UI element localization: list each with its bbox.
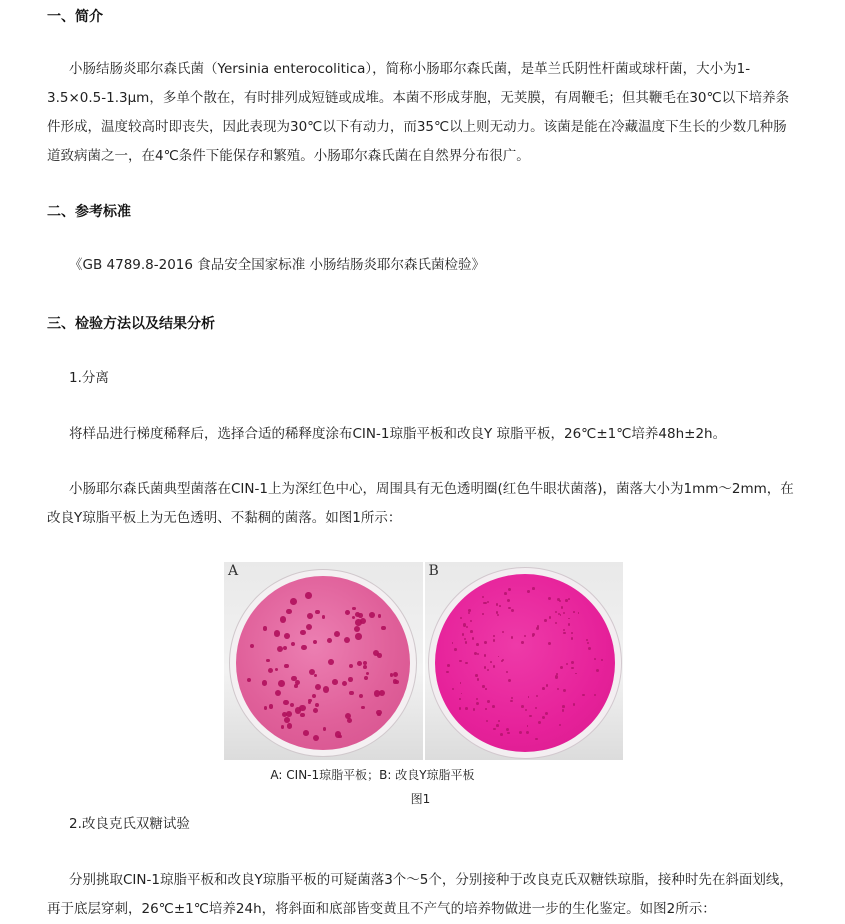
bacterial-colony: [470, 620, 472, 622]
bacterial-colony: [287, 723, 293, 729]
figure-panel-a: [224, 562, 423, 760]
bacterial-colony: [348, 677, 353, 682]
bacterial-colony: [477, 653, 479, 655]
bacterial-colony: [559, 600, 561, 602]
bacterial-colony: [556, 673, 558, 675]
bacterial-colony: [594, 694, 596, 696]
bacterial-colony: [521, 641, 524, 644]
bacterial-colony: [291, 642, 295, 646]
panel-a-label: A: [228, 563, 239, 579]
bacterial-colony: [357, 661, 362, 666]
panel-b-label: B: [428, 563, 439, 579]
bacterial-colony: [521, 705, 524, 708]
bacterial-colony: [536, 627, 539, 630]
bacterial-colony: [307, 613, 313, 619]
bacterial-colony: [493, 728, 496, 731]
bacterial-colony: [290, 703, 294, 707]
bacterial-colony: [508, 588, 511, 591]
bacterial-colony: [508, 607, 511, 610]
bacterial-colony: [565, 599, 568, 602]
bacterial-colony: [268, 668, 273, 673]
bacterial-colony: [575, 673, 577, 675]
bacterial-colony: [563, 612, 565, 614]
bacterial-colony: [473, 708, 475, 710]
bacterial-colony: [573, 611, 575, 613]
bacterial-colony: [490, 661, 492, 663]
bacterial-colony: [446, 671, 448, 673]
section-heading-intro: 一、简介: [47, 9, 103, 25]
bacterial-colony: [393, 679, 398, 684]
bacterial-colony: [264, 706, 268, 710]
bacterial-colony: [482, 613, 484, 615]
bacterial-colony: [286, 609, 291, 614]
bacterial-colony: [563, 689, 566, 692]
bacterial-colony: [496, 724, 499, 727]
bacterial-colony: [468, 612, 470, 614]
bacterial-colony: [247, 678, 251, 682]
bacterial-colony: [498, 656, 500, 658]
bacterial-colony: [496, 603, 499, 606]
bacterial-colony: [313, 708, 318, 713]
bacterial-colony: [475, 674, 478, 677]
bacterial-colony: [560, 666, 563, 669]
bacterial-colony: [280, 616, 286, 622]
bacterial-colony: [377, 653, 382, 658]
bacterial-colony: [266, 659, 269, 662]
bacterial-colony: [549, 616, 552, 619]
bacterial-colony: [349, 664, 353, 668]
bacterial-colony: [555, 675, 558, 678]
bacterial-colony: [484, 641, 487, 644]
bacterial-colony: [303, 730, 309, 736]
bacterial-colony: [349, 691, 354, 696]
bacterial-colony: [519, 731, 522, 734]
bacterial-colony: [263, 626, 268, 631]
bacterial-colony: [315, 684, 321, 690]
bacterial-colony: [497, 614, 499, 616]
bacterial-colony: [483, 602, 486, 605]
intro-paragraph: 小肠结肠炎耶尔森氏菌（Yersinia enterocolitica），简称小肠耶尔森氏菌，是革兰氏阴性杆菌或球杆菌，大小为1-3.5×0.5-1.3μm，多单个散在，有时排列成短链或成堆。本菌不形成芽胞，无荚膜，有周鞭毛；但其鞭毛在30℃以下培养条件形成，温度较高时即丧失，因此表现为30℃以下有动力，而35℃以上则无动力。该菌是能在冷藏温度下生长的少数几种肠道致病菌之一，在4℃条件下能保存和繁殖。小肠耶尔森氏菌在自然界分布很广。: [47, 61, 790, 164]
bacterial-colony: [323, 727, 327, 731]
bacterial-colony: [544, 619, 547, 622]
bacterial-colony: [465, 662, 467, 664]
bacterial-colony: [452, 642, 454, 644]
bacterial-colony: [587, 642, 589, 644]
bacterial-colony: [487, 669, 490, 672]
bacterial-colony: [502, 631, 504, 633]
bacterial-colony: [563, 629, 565, 631]
kia-test-paragraph: 分别挑取CIN-1琼脂平板和改良Y琼脂平板的可疑菌落3个～5个，分别接种于改良克氏双糖铁琼脂，接种时先在斜面划线，再于底层穿刺，26℃±1℃培养24h，将斜面和底部皆变黄且不产气的培养物做进一步的生化鉴定。如图2所示：: [47, 872, 793, 917]
bacterial-colony: [306, 624, 312, 630]
bacterial-colony: [322, 615, 325, 618]
bacterial-colony: [527, 725, 529, 727]
subsection-title-isolation: 1.分离: [69, 370, 109, 386]
bacterial-colony: [312, 694, 316, 698]
bacterial-colony: [352, 607, 355, 610]
bacterial-colony: [345, 713, 351, 719]
bacterial-colony: [274, 630, 281, 637]
bacterial-colony: [461, 693, 463, 695]
bacterial-colony: [363, 665, 367, 669]
bacterial-colony: [506, 671, 508, 673]
bacterial-colony: [499, 605, 501, 607]
figure-1-caption: A: CIN-1琼脂平板；B: 改良Y琼脂平板: [270, 768, 475, 782]
bacterial-colony: [332, 679, 338, 685]
bacterial-colony: [568, 623, 571, 626]
bacterial-colony: [452, 688, 454, 690]
isolation-paragraph-1: 将样品进行梯度稀释后，选择合适的稀释度涂布CIN-1琼脂平板和改良Y 琼脂平板，26℃±1℃培养48h±2h。: [69, 426, 727, 442]
bacterial-colony: [465, 707, 468, 710]
bacterial-colony: [487, 700, 490, 703]
bacterial-colony: [301, 645, 306, 650]
section-heading-standard: 二、参考标准: [47, 204, 131, 220]
bacterial-colony: [360, 618, 366, 624]
bacterial-colony: [284, 717, 290, 723]
bacterial-colony: [485, 688, 487, 690]
bacterial-colony: [361, 706, 365, 710]
bacterial-colony: [568, 618, 570, 620]
bacterial-colony: [347, 718, 352, 723]
bacterial-colony: [328, 659, 334, 665]
bacterial-colony: [460, 682, 462, 684]
bacterial-colony: [283, 700, 288, 705]
bacterial-colony: [345, 610, 350, 615]
bacterial-colony: [278, 680, 285, 687]
bacterial-colony: [532, 587, 535, 590]
isolation-paragraph-2: 小肠耶尔森氏菌典型菌落在CIN-1上为深红色中心，周围具有无色透明圈(红色牛眼状菌落)，菌落大小为1mm～2mm，在改良Y琼脂平板上为无色透明、不黏稠的菌落。如图1所示：: [47, 481, 794, 526]
bacterial-colony: [369, 612, 375, 618]
bacterial-colony: [466, 626, 468, 628]
figure-panel-b: [425, 562, 624, 760]
bacterial-colony: [315, 703, 319, 707]
bacterial-colony: [376, 710, 381, 715]
bacterial-colony: [262, 680, 268, 686]
bacterial-colony: [511, 609, 514, 612]
bacterial-colony: [486, 720, 488, 722]
bacterial-colony: [476, 698, 478, 700]
bacterial-colony: [562, 705, 565, 708]
bacterial-colony: [596, 669, 599, 672]
bacterial-colony: [563, 632, 566, 635]
bacterial-colony: [508, 679, 511, 682]
bacterial-colony: [571, 632, 573, 634]
bacterial-colony: [527, 590, 530, 593]
bacterial-colony: [507, 599, 510, 602]
bacterial-colony: [594, 658, 596, 660]
bacterial-colony: [290, 598, 297, 605]
bacterial-colony: [482, 685, 484, 687]
bacterial-colony: [601, 659, 603, 661]
bacterial-colony: [470, 630, 473, 633]
bacterial-colony: [568, 598, 570, 600]
bacterial-colony: [344, 637, 350, 643]
bacterial-colony: [545, 712, 548, 715]
bacterial-colony: [586, 639, 588, 641]
figure-1-title: 图1: [410, 792, 431, 806]
section-heading-method: 三、检验方法以及结果分析: [47, 316, 215, 332]
bacterial-colony: [524, 635, 526, 637]
bacterial-colony: [535, 738, 538, 741]
bacterial-colony: [275, 668, 278, 671]
bacterial-colony: [281, 725, 284, 728]
bacterial-colony: [548, 597, 551, 600]
bacterial-colony: [487, 601, 489, 603]
bacterial-colony: [484, 666, 487, 669]
bacterial-colony: [338, 735, 342, 739]
bacterial-colony: [354, 626, 360, 632]
bacterial-colony: [511, 636, 513, 638]
bacterial-colony: [525, 709, 527, 711]
bacterial-colony: [464, 638, 466, 640]
bacterial-colony: [511, 697, 514, 700]
bacterial-colony: [283, 646, 287, 650]
bacterial-colony: [571, 667, 573, 669]
bacterial-colony: [500, 733, 503, 736]
bacterial-colony: [366, 672, 369, 675]
bacterial-colony: [269, 704, 274, 709]
bacterial-colony: [313, 640, 317, 644]
bacterial-colony: [472, 637, 474, 639]
bacterial-colony: [476, 702, 479, 705]
bacterial-colony: [459, 707, 462, 710]
bacterial-colony: [305, 592, 312, 599]
bacterial-colony: [560, 614, 562, 616]
bacterial-colony: [284, 664, 288, 668]
bacterial-colony: [323, 686, 330, 693]
bacterial-colony: [315, 610, 320, 615]
bacterial-colony: [358, 613, 363, 618]
bacterial-colony: [286, 711, 292, 717]
bacterial-colony: [300, 713, 305, 718]
cin-agar-plate: [236, 576, 410, 750]
bacterial-colony: [284, 633, 290, 639]
bacterial-colony: [510, 700, 512, 702]
bacterial-colony: [493, 639, 495, 641]
bacterial-colony: [291, 676, 296, 681]
bacterial-colony: [300, 630, 305, 635]
bacterial-colony: [294, 684, 298, 688]
bacterial-colony: [578, 612, 580, 614]
bacterial-colony: [393, 672, 398, 677]
bacterial-colony: [454, 648, 457, 651]
bacterial-colony: [381, 626, 386, 631]
bacterial-colony: [588, 647, 591, 650]
bacterial-colony: [536, 695, 539, 698]
bacterial-colony: [334, 631, 340, 637]
bacterial-colony: [299, 705, 306, 712]
bacterial-colony: [532, 633, 535, 636]
bacterial-colony: [378, 614, 381, 617]
bacterial-colony: [493, 665, 496, 668]
bacterial-colony: [538, 721, 541, 724]
bacterial-colony: [506, 728, 509, 731]
bacterial-colony: [492, 705, 495, 708]
bacterial-colony: [352, 616, 355, 619]
bacterial-colony: [476, 643, 479, 646]
bacterial-colony: [566, 663, 568, 665]
subsection-title-kia-test: 2.改良克氏双糖试验: [69, 816, 190, 832]
bacterial-colony: [462, 633, 464, 635]
modified-y-agar-plate: [435, 574, 615, 752]
bacterial-colony: [555, 611, 557, 613]
bacterial-colony: [374, 690, 380, 696]
bacterial-colony: [562, 709, 564, 711]
bacterial-colony: [559, 724, 561, 726]
bacterial-colony: [493, 635, 495, 637]
bacterial-colony: [275, 690, 281, 696]
bacterial-colony: [548, 642, 551, 645]
bacterial-colony: [355, 633, 361, 639]
bacterial-colony: [573, 703, 575, 705]
bacterial-colony: [308, 699, 312, 703]
bacterial-colony: [482, 596, 484, 598]
bacterial-colony: [465, 641, 468, 644]
bacterial-colony: [477, 678, 480, 681]
bacterial-colony: [507, 732, 510, 735]
bacterial-colony: [485, 708, 487, 710]
bacterial-colony: [498, 720, 500, 722]
bacterial-colony: [582, 694, 585, 697]
bacterial-colony: [561, 606, 563, 608]
bacterial-colony: [501, 660, 503, 662]
bacterial-colony: [557, 688, 559, 690]
bacterial-colony: [504, 592, 507, 595]
bacterial-colony: [571, 661, 574, 664]
bacterial-colony: [460, 617, 462, 619]
bacterial-colony: [309, 669, 315, 675]
standard-text: 《GB 4789.8-2016 食品安全国家标准 小肠结肠炎耶尔森氏菌检验》: [69, 257, 486, 273]
bacterial-colony: [313, 735, 319, 741]
bacterial-colony: [364, 676, 368, 680]
bacterial-colony: [327, 638, 332, 643]
bacterial-colony: [529, 715, 531, 717]
bacterial-colony: [571, 637, 573, 639]
bacterial-colony: [555, 622, 557, 624]
bacterial-colony: [528, 696, 530, 698]
bacterial-colony: [447, 664, 450, 667]
bacterial-colony: [459, 660, 461, 662]
bacterial-colony: [459, 698, 461, 700]
bacterial-colony: [542, 716, 545, 719]
bacterial-colony: [546, 684, 549, 687]
bacterial-colony: [526, 731, 529, 734]
bacterial-colony: [484, 654, 487, 657]
bacterial-colony: [250, 644, 254, 648]
bacterial-colony: [542, 687, 545, 690]
bacterial-colony: [314, 674, 318, 678]
bacterial-colony: [359, 694, 363, 698]
bacterial-colony: [535, 707, 537, 709]
bacterial-colony: [342, 681, 347, 686]
figure-1: [224, 562, 623, 760]
